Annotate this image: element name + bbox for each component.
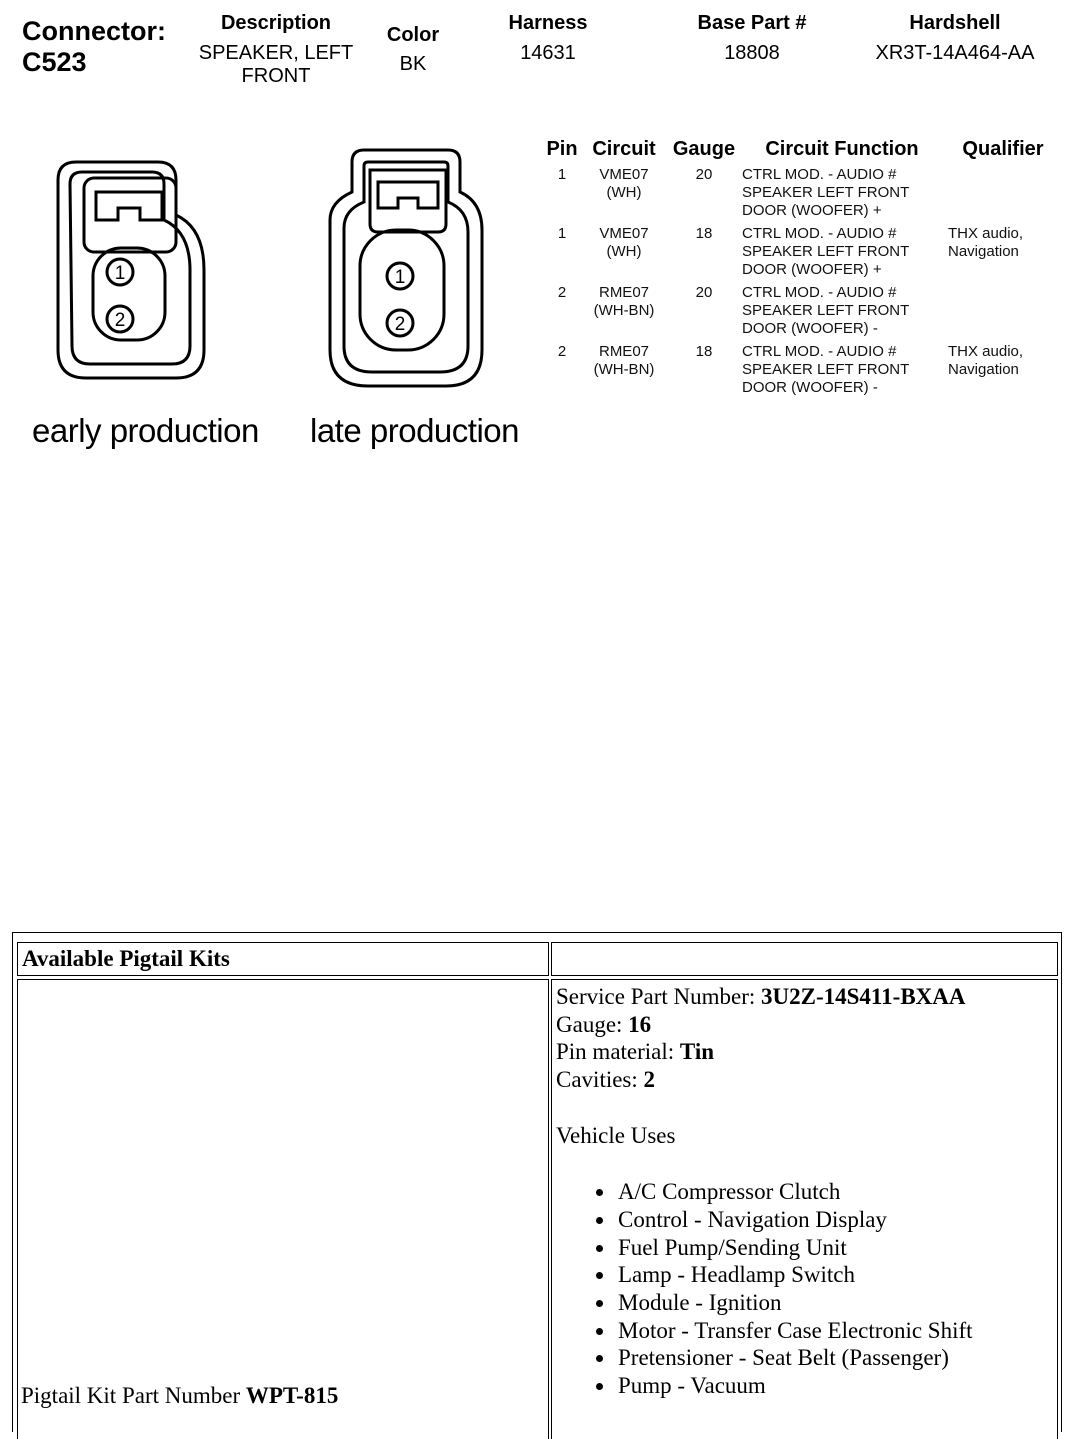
hardshell-label: Hardshell <box>909 12 1001 34</box>
qualifier-header: Qualifier <box>962 138 1044 160</box>
harness-value: 14631 <box>520 42 576 64</box>
list-item <box>556 1234 1056 1262</box>
description-line1: SPEAKER, LEFT <box>198 42 354 64</box>
table-row-function-1: CTRL MOD. - AUDIO # <box>742 343 897 360</box>
pin-material-value: Tin <box>679 1039 715 1065</box>
description-label: Description <box>220 12 332 34</box>
table-row-pin: 2 <box>557 284 567 301</box>
table-row-circuit: RME07 <box>598 284 650 301</box>
table-row-function-2: SPEAKER LEFT FRONT <box>742 243 910 260</box>
list-item-text: Pump - Vacuum <box>618 1373 766 1399</box>
table-row-function-1: CTRL MOD. - AUDIO # <box>742 225 897 242</box>
table-row-circuit: RME07 <box>598 343 650 360</box>
table-row-function-3: DOOR (WOOFER) + <box>742 261 882 278</box>
service-part-value: 3U2Z-14S411-BXAA <box>761 984 966 1009</box>
table-row-function-3: DOOR (WOOFER) + <box>742 202 882 219</box>
connector-id: C523 <box>22 47 87 77</box>
service-part-label: Service Part Number: <box>556 984 756 1009</box>
pigtail-title-empty-cell <box>551 942 1058 976</box>
table-row-pin: 1 <box>557 225 567 242</box>
color-value: BK <box>399 53 427 75</box>
table-row-function-3: DOOR (WOOFER) - <box>742 320 878 337</box>
color-label: Color <box>386 24 440 46</box>
early-pin1-label: 1 <box>114 263 126 284</box>
table-row-qualifier-1: THX audio, <box>948 343 1024 360</box>
early-production-label: early production <box>32 412 259 449</box>
late-pin2-label: 2 <box>394 314 406 335</box>
late-pin1-label: 1 <box>394 267 406 288</box>
table-row-function-2: SPEAKER LEFT FRONT <box>742 184 910 201</box>
late-production-label: late production <box>310 412 519 449</box>
pigtail-title: Available Pigtail Kits <box>22 946 230 971</box>
list-item <box>556 1372 1056 1400</box>
table-row-function-2: SPEAKER LEFT FRONT <box>742 361 910 378</box>
cavities-line <box>556 1066 1056 1094</box>
table-row-gauge: 18 <box>695 225 713 242</box>
pigtail-kit-part-number <box>21 1382 338 1410</box>
circuit-header: Circuit <box>592 138 656 160</box>
list-item-text: Lamp - Headlamp Switch <box>618 1262 855 1288</box>
pigtail-details <box>556 983 1056 1400</box>
pigtail-kit-cell <box>17 979 549 1439</box>
list-item <box>556 1206 1056 1234</box>
late-production-connector <box>330 150 482 386</box>
early-pin2-label: 2 <box>114 310 126 331</box>
base-part-value: 18808 <box>724 42 780 64</box>
cavities-label: Cavities: <box>556 1067 638 1093</box>
pin-material-line <box>556 1038 1056 1066</box>
table-row-function-3: DOOR (WOOFER) - <box>742 379 878 396</box>
list-item <box>556 1289 1056 1317</box>
list-item-text: Motor - Transfer Case Electronic Shift <box>618 1317 973 1343</box>
pin-header: Pin <box>546 138 578 160</box>
table-row-circuit-color: (WH) <box>606 243 642 260</box>
gauge-line <box>556 1011 1056 1039</box>
base-part-label: Base Part # <box>697 12 807 34</box>
table-row-pin: 1 <box>557 166 567 183</box>
connector-label: Connector: <box>22 16 166 46</box>
gauge-header: Gauge <box>672 138 736 160</box>
table-row-circuit: VME07 <box>599 166 649 183</box>
gauge-value: 16 <box>628 1011 652 1037</box>
connector-diagrams <box>0 140 530 400</box>
list-item <box>556 1261 1056 1289</box>
hardshell-value: XR3T-14A464-AA <box>875 42 1035 64</box>
list-item-text: Control - Navigation Display <box>618 1206 887 1232</box>
pigtail-title-cell <box>17 942 549 976</box>
harness-label: Harness <box>508 12 588 34</box>
table-row-gauge: 18 <box>695 343 713 360</box>
table-row-circuit-color: (WH) <box>606 184 642 201</box>
table-row-qualifier-2: Navigation <box>948 361 1019 378</box>
table-row-function-1: CTRL MOD. - AUDIO # <box>742 166 897 183</box>
table-row-circuit-color: (WH-BN) <box>593 361 655 378</box>
table-row-qualifier-2: Navigation <box>948 243 1019 260</box>
pigtail-details-cell <box>551 979 1058 1439</box>
gauge-label: Gauge: <box>556 1011 623 1037</box>
table-row-function-2: SPEAKER LEFT FRONT <box>742 302 910 319</box>
vehicle-uses-label: Vehicle Uses <box>556 1122 676 1148</box>
table-row-gauge: 20 <box>695 166 713 183</box>
table-row-qualifier-1: THX audio, <box>948 225 1024 242</box>
description-line2: FRONT <box>241 65 311 87</box>
list-item-text: A/C Compressor Clutch <box>618 1179 841 1205</box>
table-row-function-1: CTRL MOD. - AUDIO # <box>742 284 897 301</box>
list-item <box>556 1317 1056 1345</box>
cavities-value: 2 <box>643 1067 656 1093</box>
kit-number-value: WPT-815 <box>245 1383 339 1408</box>
list-item-text: Module - Ignition <box>618 1289 782 1315</box>
list-item <box>556 1178 1056 1206</box>
table-row-gauge: 20 <box>695 284 713 301</box>
early-production-connector <box>58 162 204 378</box>
kit-number-label: Pigtail Kit Part Number <box>21 1383 241 1408</box>
table-row-circuit-color: (WH-BN) <box>593 302 655 319</box>
circuit-function-header: Circuit Function <box>765 138 919 160</box>
pin-material-label: Pin material: <box>556 1039 675 1065</box>
table-row-pin: 2 <box>557 343 567 360</box>
service-part-line <box>556 983 1056 1011</box>
table-row-circuit: VME07 <box>599 225 649 242</box>
vehicle-uses-list <box>556 1178 1056 1400</box>
list-item <box>556 1344 1056 1372</box>
list-item-text: Pretensioner - Seat Belt (Passenger) <box>618 1345 949 1371</box>
list-item-text: Fuel Pump/Sending Unit <box>618 1234 847 1260</box>
